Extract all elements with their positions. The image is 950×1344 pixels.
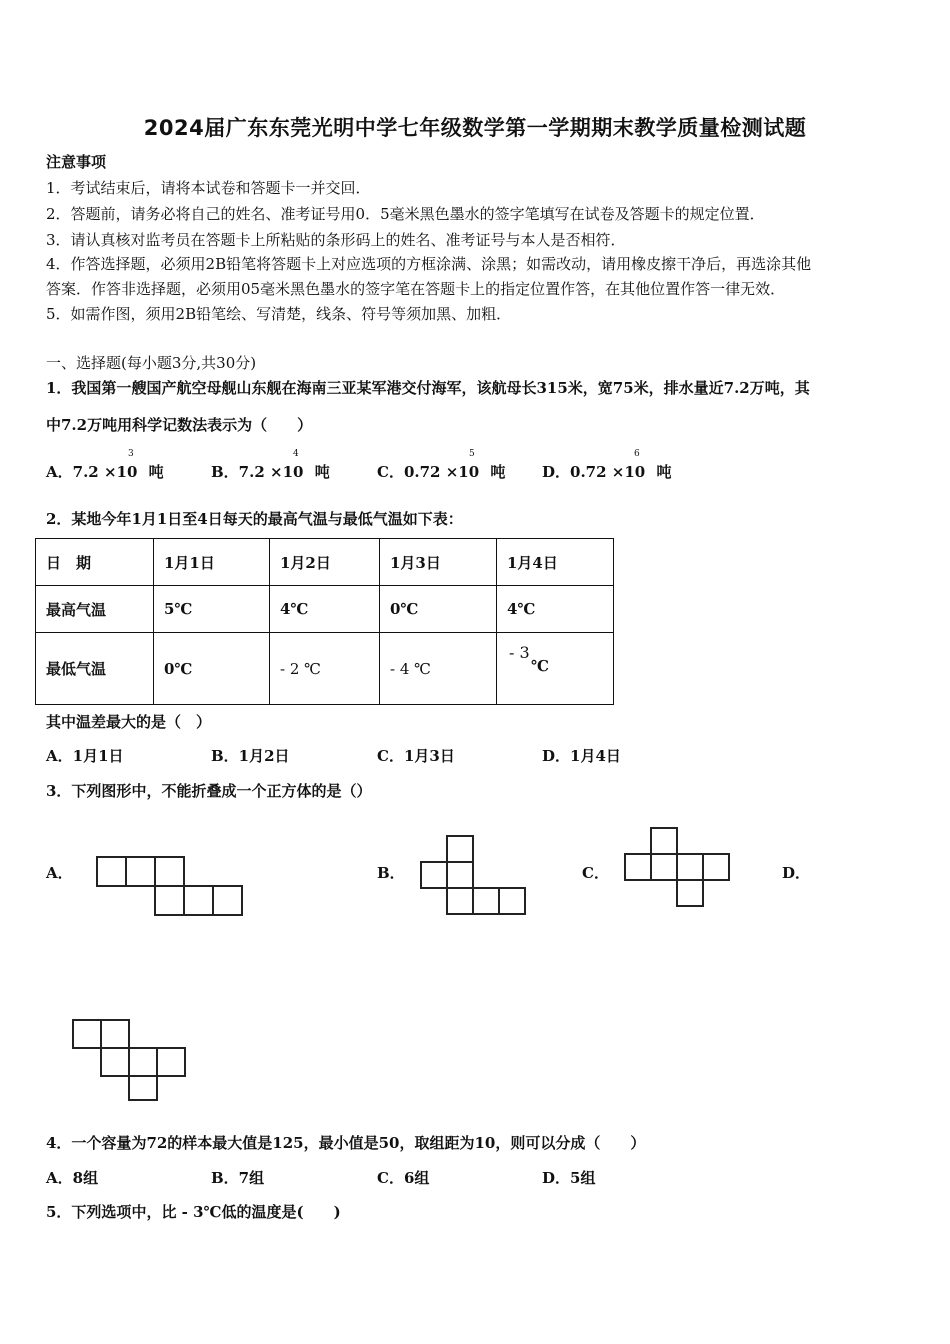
q4-option-b: B．7组 (211, 1169, 265, 1187)
low-temp-value: - 3 (509, 643, 530, 662)
table-cell: 1月4日 (497, 539, 614, 586)
table-row (36, 586, 614, 633)
notice-item: 4．作答选择题，必须用2B铅笔将答题卡上对应选项的方框涂满、涂黑；如需改动，请用橡皮擦干净后，再选涂其他 (46, 255, 812, 273)
exponent: 6 (634, 449, 640, 459)
exponent: 3 (128, 449, 134, 459)
table-cell: 最高气温 (36, 586, 154, 633)
q1-option-a (46, 449, 164, 482)
notice-heading: 注意事项 (46, 153, 107, 171)
cube-net-a (96, 856, 246, 920)
net-square (677, 880, 703, 906)
net-square (101, 1020, 129, 1048)
q4-option-a: A．8组 (46, 1169, 99, 1187)
net-square (677, 854, 703, 880)
net-square (157, 1048, 185, 1076)
question-5-stem: 5．下列选项中，比 - 3℃低的温度是( ) (46, 1203, 341, 1221)
question-2-stem: 2．某地今年1月1日至4日每天的最高气温与最低气温如下表： (46, 510, 463, 528)
notice-item: 2．答题前，请务必将自己的姓名、准考证号用0．5毫米黑色墨水的签字笔填写在试卷及答题卡的规定位置． (46, 205, 765, 223)
net-square (473, 888, 499, 914)
option-label: A．7.2 ×10 (46, 463, 138, 481)
question-3-stem: 3．下列图形中，不能折叠成一个正方体的是（） (46, 782, 372, 800)
question-1-line2: 中7.2万吨用科学记数法表示为（ ） (46, 416, 313, 434)
section-heading: 一、选择题(每小题3分,共30分) (46, 354, 257, 372)
table-cell: - 4 ℃ (380, 633, 497, 705)
net-square (213, 886, 242, 915)
table-cell: 最低气温 (36, 633, 154, 705)
table-cell: 4℃ (270, 586, 380, 633)
net-square (101, 1048, 129, 1076)
net-square (651, 828, 677, 854)
net-square (447, 836, 473, 862)
cube-net-d (72, 1019, 188, 1103)
notice-item: 5．如需作图，须用2B铅笔绘、写清楚，线条、符号等须加黑、加粗． (46, 305, 512, 323)
notice-item: 答案．作答非选择题，必须用05毫米黑色墨水的签字笔在答题卡上的指定位置作答，在其他位置作答一律无效． (46, 280, 786, 298)
q3-option-c-label: C． (582, 864, 609, 882)
net-square (421, 862, 447, 888)
q2-option-d: D．1月4日 (542, 747, 621, 765)
option-label: D．0.72 ×10 (542, 463, 646, 481)
q1-option-d (542, 449, 672, 482)
table-cell: 4℃ (497, 586, 614, 633)
table-cell: - 2 ℃ (270, 633, 380, 705)
table-cell: 0℃ (380, 586, 497, 633)
table-row (36, 633, 614, 705)
cube-net-c (624, 827, 734, 911)
q2-option-c: C．1月3日 (377, 747, 455, 765)
net-square (447, 862, 473, 888)
net-square (499, 888, 525, 914)
q3-option-d-label: D． (782, 864, 811, 882)
table-cell: 1月1日 (154, 539, 270, 586)
net-square (155, 857, 184, 886)
question-1-line1: 1．我国第一艘国产航空母舰山东舰在海南三亚某军港交付海军，该航母长315米，宽75米，排水量近7.2万吨，其 (46, 379, 810, 397)
net-square (155, 886, 184, 915)
table-cell: 0℃ (154, 633, 270, 705)
net-square (129, 1048, 157, 1076)
table-cell: 日 期 (36, 539, 154, 586)
option-unit: 吨 (656, 463, 672, 481)
exponent: 4 (293, 449, 299, 459)
notice-item: 3．请认真核对监考员在答题卡上所粘贴的条形码上的姓名、准考证号与本人是否相符． (46, 231, 626, 249)
table-cell (497, 633, 614, 705)
net-square (184, 886, 213, 915)
q1-option-b (211, 449, 330, 482)
q2-option-a: A．1月1日 (46, 747, 124, 765)
option-label: B．7.2 ×10 (211, 463, 304, 481)
option-label: C．0.72 ×10 (377, 463, 480, 481)
q3-option-a-label: A． (46, 864, 73, 882)
table-cell: 1月3日 (380, 539, 497, 586)
option-unit: 吨 (314, 463, 330, 481)
option-unit: 吨 (148, 463, 164, 481)
table-cell: 5℃ (154, 586, 270, 633)
net-square (447, 888, 473, 914)
notice-item: 1．考试结束后，请将本试卷和答题卡一并交回． (46, 179, 371, 197)
q3-option-b-label: B． (377, 864, 405, 882)
option-unit: 吨 (490, 463, 506, 481)
net-square (97, 857, 126, 886)
table-cell: 1月2日 (270, 539, 380, 586)
table-row (36, 539, 614, 586)
low-temp-unit: ℃ (531, 657, 549, 675)
cube-net-b (420, 835, 530, 919)
net-square (126, 857, 155, 886)
net-square (129, 1076, 157, 1100)
q1-option-c (377, 449, 506, 482)
exponent: 5 (469, 449, 475, 459)
net-square (625, 854, 651, 880)
q2-option-b: B．1月2日 (211, 747, 290, 765)
net-square (73, 1020, 101, 1048)
temperature-table (35, 538, 614, 705)
net-square (651, 854, 677, 880)
q4-option-c: C．6组 (377, 1169, 430, 1187)
net-square (703, 854, 729, 880)
question-4-stem: 4．一个容量为72的样本最大值是125，最小值是50，取组距为10，则可以分成（ ） (46, 1134, 646, 1152)
q4-option-d: D．5组 (542, 1169, 596, 1187)
page-title: 2024届广东东莞光明中学七年级数学第一学期期末教学质量检测试题 (143, 116, 807, 140)
question-2-ask: 其中温差最大的是（ ） (46, 713, 212, 731)
